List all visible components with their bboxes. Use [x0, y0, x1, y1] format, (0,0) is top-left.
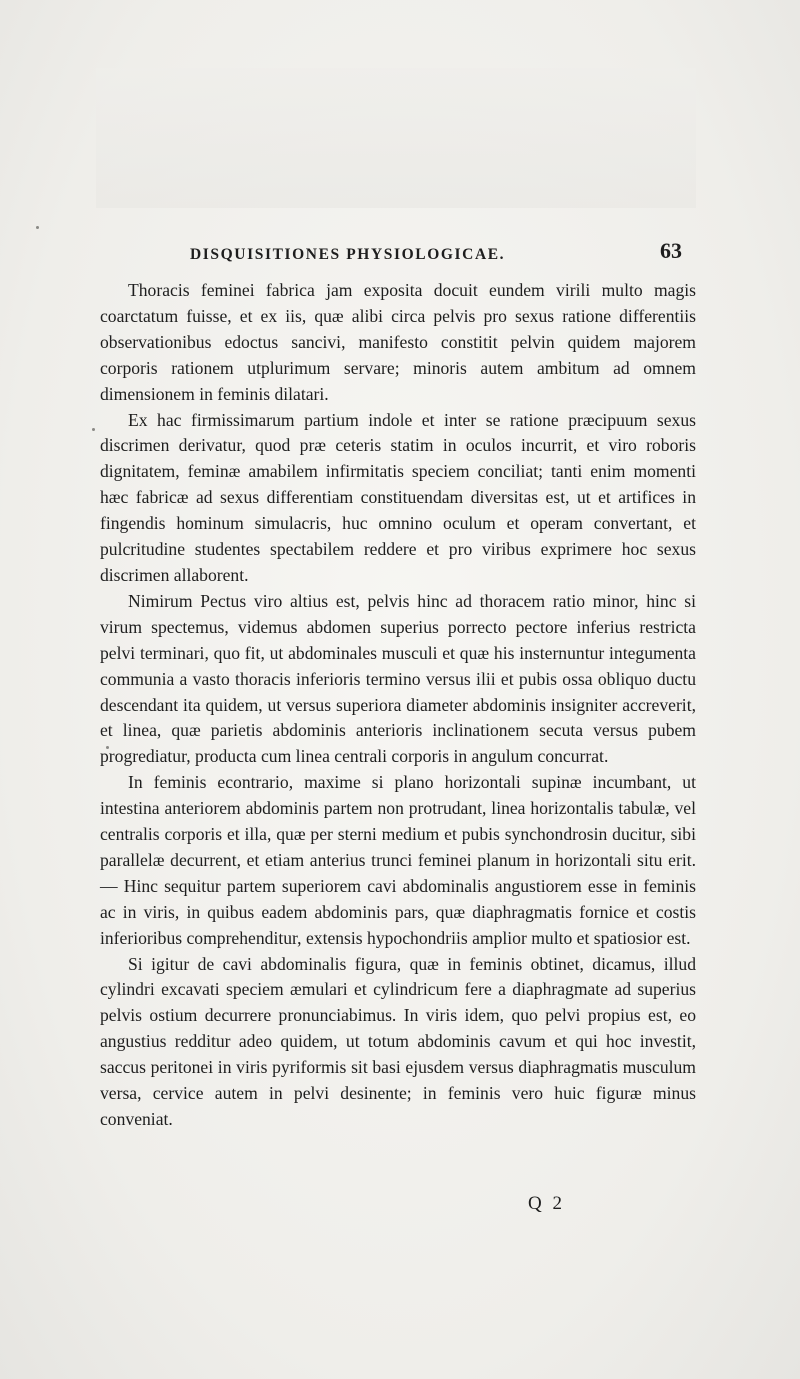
signature-mark: Q 2	[528, 1193, 565, 1214]
paragraph: Nimirum Pectus viro altius est, pelvis hinc ad thoracem ratio minor, hinc si virum spectemus, videmus abdomen superius porrecto pectore inferius restricta pelvi terminari, quo fit, ut abdominales musculi et quæ his insternuntur integumenta communia a vasto thoracis inferioris termino versus ilii et pubis ossa obliquo ductu descendant ita quidem, ut versus superiora diameter abdominis insigniter accreverit, et linea, quæ parietis abdominis anterioris inclinationem secuta versus pubem progrediatur, producta cum linea centrali corporis in angulum concurrat.	[100, 590, 696, 767]
page-number: 63	[660, 238, 682, 263]
paragraph: Thoracis feminei fabrica jam exposita docuit eundem virili multo magis coarctatum fuisse, et ex iis, quæ alibi circa pelvis pro sexus ratione differentiis observationibus edoctus sancivi, manifesto constitit pelvin quidem majorem corporis rationem utplurimum servare; minoris autem ambitum ad omnem dimensionem in feminis dilatari.	[100, 280, 696, 404]
page-header	[190, 238, 690, 272]
ink-speck	[92, 428, 95, 431]
paragraph: Ex hac firmissimarum partium indole et inter se ratione præcipuum sexus discrimen derivatur, quod præ ceteris statim in oculos incurrit, et viro roboris dignitatem, feminæ amabilem infirmitatis speciem conciliat; tanti enim momenti hæc fabricæ ad sexus differentiam constituendam diversitas est, ut et artifices in fingendis hominum simulacris, huc omnino oculum et operam convertant, et pulcritudine studentes spectabilem reddere et pro viribus exprimere hoc sexus discrimen allaborent.	[100, 409, 696, 585]
body-text	[100, 278, 696, 1133]
paragraph: In feminis econtrario, maxime si plano horizontali supinæ incumbant, ut intestina anteriorem abdominis partem non protrudant, linea horizontalis tabulæ, vel centralis corporis et illa, quæ per sterni medium et pubis synchondrosin ducitur, sibi parallelæ decurrent, et etiam anterius trunci feminei planum in horizontali situ erit. — Hinc sequitur partem superiorem cavi abdominalis angustiorem esse in feminis ac in viris, in quibus eadem abdominis pars, quæ diaphragmatis fornice et costis inferioribus comprehenditur, extensis hypochondriis amplior multo et spatiosior est.	[100, 772, 696, 948]
ink-speck	[36, 226, 39, 229]
running-head: DISQUISITIONES PHYSIOLOGICAE.	[190, 246, 506, 263]
paragraph: Si igitur de cavi abdominalis figura, quæ in feminis obtinet, dicamus, illud cylindri excavati speciem æmulari et cylindricum fere a diaphragmate ad superius pelvis ostium decurrere pronunciabimus. In viris idem, quo pelvi propius est, eo angustius redditur adeo quidem, ut totum abdominis cavum et qui hoc investit, saccus peritonei in viris pyriformis sit basi ejusdem versus diaphragmatis musculum versa, cervice autem in pelvi desinente; in feminis vero huic figuræ minus conveniat.	[100, 953, 696, 1129]
show-through-area	[96, 68, 696, 208]
